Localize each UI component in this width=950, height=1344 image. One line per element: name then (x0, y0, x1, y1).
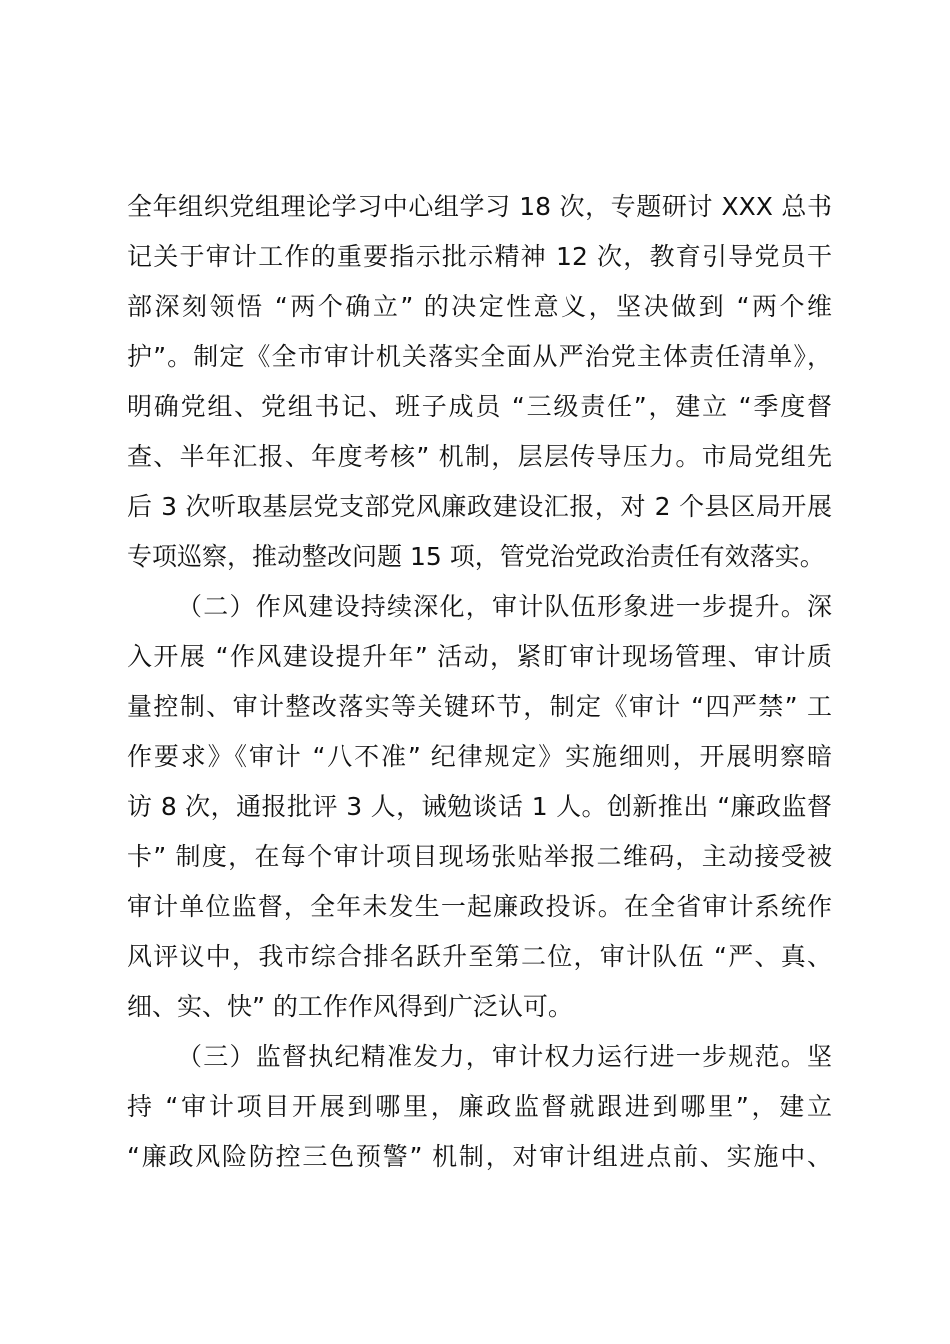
text-line: 专项巡察，推动整改问题 15 项，管党治党政治责任有效落实。 (127, 542, 825, 571)
text-line: 部深刻领悟 “两个确立” 的决定性意义，坚决做到 “两个维 (127, 292, 832, 321)
text-line: 作要求》《审计 “八不准” 纪律规定》实施细则，开展明察暗 (127, 742, 832, 771)
section-heading-line: （三）监督执纪精准发力，审计权力运行进一步规范。坚 (177, 1042, 832, 1071)
text-line: 记关于审计工作的重要指示批示精神 12 次，教育引导党员干 (127, 242, 832, 271)
text-line: 细、实、快” 的工作作风得到广泛认可。 (127, 992, 573, 1021)
text-line: 后 3 次听取基层党支部党风廉政建设汇报，对 2 个县区局开展 (127, 492, 832, 521)
document-body (127, 182, 832, 1182)
text-line: 护”。制定《全市审计机关落实全面从严治党主体责任清单》， (127, 342, 832, 371)
text-line: 风评议中，我市综合排名跃升至第二位，审计队伍 “严、真、 (127, 942, 832, 971)
text-line: 入开展 “作风建设提升年” 活动，紧盯审计现场管理、审计质 (127, 642, 832, 671)
text-line: 审计单位监督，全年未发生一起廉政投诉。在全省审计系统作 (127, 892, 832, 921)
text-line: 全年组织党组理论学习中心组学习 18 次，专题研讨 XXX 总书 (127, 192, 832, 221)
text-line: 访 8 次，通报批评 3 人，诫勉谈话 1 人。创新推出 “廉政监督 (127, 792, 832, 821)
text-line: 量控制、审计整改落实等关键环节，制定《审计 “四严禁” 工 (127, 692, 832, 721)
paragraph-3 (127, 1032, 832, 1182)
text-line: 查、半年汇报、年度考核” 机制，层层传导压力。市局党组先 (127, 442, 832, 471)
paragraph-2 (127, 582, 832, 1032)
text-line: 明确党组、党组书记、班子成员 “三级责任”，建立 “季度督 (127, 392, 832, 421)
paragraph-1 (127, 182, 832, 582)
text-line: “廉政风险防控三色预警” 机制，对审计组进点前、实施中、 (127, 1142, 832, 1171)
text-line: 持 “审计项目开展到哪里，廉政监督就跟进到哪里”，建立 (127, 1092, 832, 1121)
text-line: 卡” 制度，在每个审计项目现场张贴举报二维码，主动接受被 (127, 842, 832, 871)
section-heading-line: （二）作风建设持续深化，审计队伍形象进一步提升。深 (177, 592, 832, 621)
